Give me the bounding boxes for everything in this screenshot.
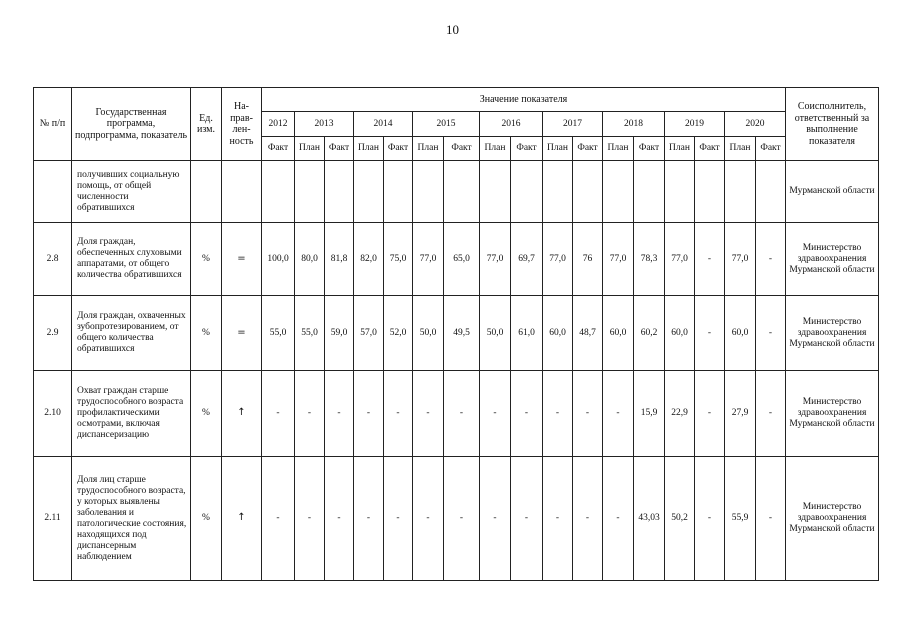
value-cell: 60,0 [725,296,756,371]
subheader-plan: План [413,137,444,161]
value-cell: - [543,371,573,457]
coexecutor-cell: Министерство здравоохранения Мурманской области [786,223,879,296]
header-coexecutor: Соисполнитель, ответственный за выполнение показателя [786,88,879,161]
value-cell: 27,9 [725,371,756,457]
value-cell: - [295,457,325,581]
value-cell: - [756,223,786,296]
subheader-plan: План [725,137,756,161]
value-cell: 59,0 [325,296,354,371]
value-cell: - [543,457,573,581]
value-cell [444,161,480,223]
year-2020: 2020 [725,112,786,137]
direction-value: = [237,326,246,338]
subheader-fact: Факт [573,137,603,161]
value-cell: 50,2 [665,457,695,581]
table-row [34,223,879,296]
value-cell: - [325,371,354,457]
value-cell [603,161,634,223]
subheader-plan: План [543,137,573,161]
unit-cell: % [191,371,222,457]
direction-value: = [237,252,246,264]
subheader-fact: Факт [634,137,665,161]
value-cell: 65,0 [444,223,480,296]
value-cell: 77,0 [480,223,511,296]
direction-cell [222,161,262,223]
value-cell: - [511,371,543,457]
value-cell: - [444,457,480,581]
value-cell [480,161,511,223]
value-cell: - [262,371,295,457]
direction-cell [222,296,262,371]
value-cell: - [573,457,603,581]
table-row [34,457,879,581]
direction-cell [222,223,262,296]
unit-cell: % [191,296,222,371]
year-2018: 2018 [603,112,665,137]
value-cell: 52,0 [384,296,413,371]
value-cell: - [695,371,725,457]
value-cell: 77,0 [665,223,695,296]
value-cell: 77,0 [543,223,573,296]
table-row [34,296,879,371]
coexecutor-cell: Министерство здравоохранения Мурманской области [786,457,879,581]
subheader-fact: Факт [262,137,295,161]
value-cell [543,161,573,223]
indicator-name: Доля лиц старше трудоспособного возраста, у которых выявлены заболевания и патологические состояния, находящихся под диспансерным наблюдением [72,457,191,581]
value-cell: - [444,371,480,457]
year-2015: 2015 [413,112,480,137]
value-cell: - [573,371,603,457]
header-num: № п/п [34,88,72,161]
row-number: 2.9 [34,296,72,371]
value-cell: 81,8 [325,223,354,296]
page-number: 10 [446,22,459,37]
table-row [34,161,879,223]
value-cell: 48,7 [573,296,603,371]
value-cell: 61,0 [511,296,543,371]
subheader-fact: Факт [325,137,354,161]
value-cell: 69,7 [511,223,543,296]
year-2017: 2017 [543,112,603,137]
value-cell: 15,9 [634,371,665,457]
value-cell: 55,0 [262,296,295,371]
value-cell: - [756,296,786,371]
value-cell [511,161,543,223]
coexecutor-cell: Министерство здравоохранения Мурманской области [786,371,879,457]
value-cell: 60,2 [634,296,665,371]
subheader-fact: Факт [384,137,413,161]
subheader-plan: План [603,137,634,161]
value-cell: 100,0 [262,223,295,296]
value-cell: 75,0 [384,223,413,296]
subheader-plan: План [665,137,695,161]
row-number: 2.8 [34,223,72,296]
row-number: 2.10 [34,371,72,457]
value-cell: - [756,371,786,457]
value-cell [325,161,354,223]
subheader-plan: План [480,137,511,161]
value-cell: 60,0 [603,296,634,371]
coexecutor-cell: Министерство здравоохранения Мурманской области [786,296,879,371]
value-cell [413,161,444,223]
direction-value: ↑ [237,512,246,523]
indicator-name: получивших социальную помощь, от общей численности обратившихся [72,161,191,223]
value-cell [295,161,325,223]
value-cell: - [295,371,325,457]
indicator-name: Доля граждан, обеспеченных слуховыми аппаратами, от общего количества обратившихся [72,223,191,296]
value-cell: - [262,457,295,581]
value-cell: 77,0 [413,223,444,296]
subheader-fact: Факт [756,137,786,161]
header-direction: На-прав-лен-ность [222,88,262,161]
value-cell [384,161,413,223]
value-cell: 77,0 [603,223,634,296]
unit-cell [191,161,222,223]
year-2016: 2016 [480,112,543,137]
indicator-name: Доля граждан, охваченных зубопротезированием, от общего количества обратившихся [72,296,191,371]
value-cell: - [695,457,725,581]
value-cell: 80,0 [295,223,325,296]
row-number: 2.11 [34,457,72,581]
unit-cell: % [191,223,222,296]
value-cell: 22,9 [665,371,695,457]
value-cell: - [603,371,634,457]
value-cell [354,161,384,223]
subheader-plan: План [295,137,325,161]
value-cell: 60,0 [665,296,695,371]
value-cell [634,161,665,223]
value-cell: 55,0 [295,296,325,371]
value-cell: - [603,457,634,581]
value-cell: - [511,457,543,581]
value-cell: 78,3 [634,223,665,296]
value-cell: - [695,223,725,296]
value-cell: - [756,457,786,581]
value-cell: - [354,457,384,581]
value-cell [262,161,295,223]
value-cell [573,161,603,223]
subheader-fact: Факт [695,137,725,161]
subheader-plan: План [354,137,384,161]
coexecutor-cell: Мурманской области [786,161,879,223]
value-cell: 82,0 [354,223,384,296]
value-cell: 50,0 [480,296,511,371]
value-cell: - [384,457,413,581]
header-program: Государственная программа, подпрограмма, показатель [72,88,191,161]
value-cell: 50,0 [413,296,444,371]
unit-cell: % [191,457,222,581]
direction-cell [222,457,262,581]
header-values-group: Значение показателя [262,88,786,112]
header-unit: Ед. изм. [191,88,222,161]
value-cell [665,161,695,223]
value-cell: 60,0 [543,296,573,371]
value-cell: - [480,371,511,457]
table-row [34,371,879,457]
value-cell: - [354,371,384,457]
value-cell [756,161,786,223]
subheader-fact: Факт [511,137,543,161]
year-2012: 2012 [262,112,295,137]
year-2019: 2019 [665,112,725,137]
year-2013: 2013 [295,112,354,137]
value-cell: - [413,457,444,581]
indicator-name: Охват граждан старше трудоспособного возраста профилактическими осмотрами, включая диспансеризацию [72,371,191,457]
value-cell [695,161,725,223]
value-cell: 43,03 [634,457,665,581]
value-cell: 76 [573,223,603,296]
indicators-table [33,87,879,581]
value-cell: 55,9 [725,457,756,581]
value-cell: - [325,457,354,581]
value-cell [725,161,756,223]
value-cell: 57,0 [354,296,384,371]
year-2014: 2014 [354,112,413,137]
value-cell: - [695,296,725,371]
subheader-fact: Факт [444,137,480,161]
value-cell: - [384,371,413,457]
value-cell: - [480,457,511,581]
value-cell: 49,5 [444,296,480,371]
direction-cell [222,371,262,457]
direction-value: ↑ [237,407,246,418]
value-cell: 77,0 [725,223,756,296]
row-number [34,161,72,223]
value-cell: - [413,371,444,457]
